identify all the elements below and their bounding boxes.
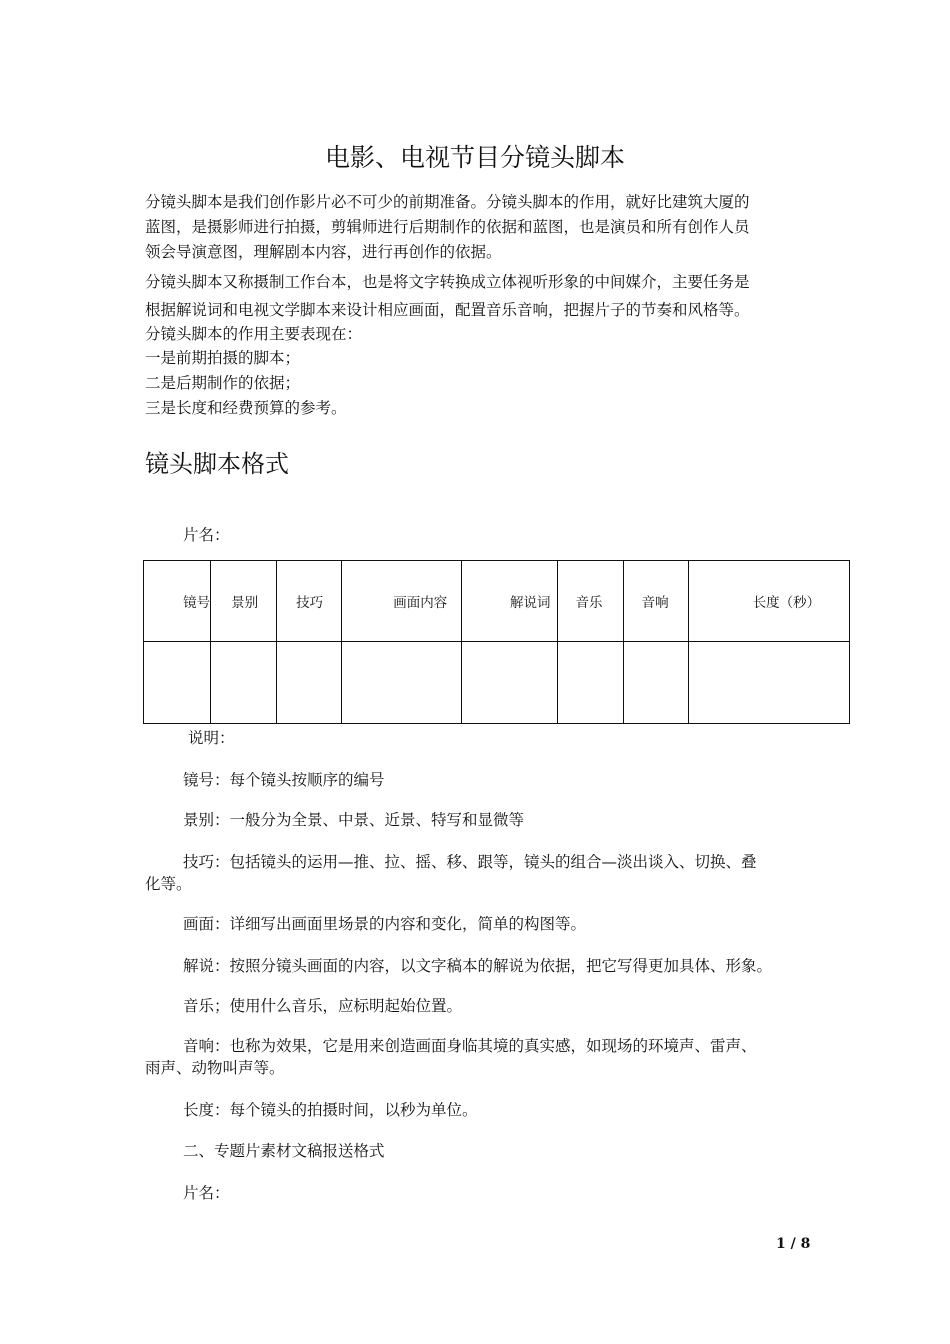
note-technique-cont: 化等。 <box>145 875 192 893</box>
intro-line-9: 三是长度和经费预算的参考。 <box>145 399 347 417</box>
header-length: 长度（秒） <box>688 561 849 642</box>
note-shot-number: 镜号：每个镜头按顺序的编号 <box>183 771 385 789</box>
note-picture: 画面：详细写出画面里场景的内容和变化，简单的构图等。 <box>183 915 587 933</box>
header-narration: 解说词 <box>462 561 557 642</box>
note-sound: 音响：也称为效果，它是用来创造画面身临其境的真实感，如现场的环境声、雷声、 <box>183 1037 757 1055</box>
header-shot-number: 镜号 <box>144 561 211 642</box>
note-sound-cont: 雨声、动物叫声等。 <box>145 1059 285 1077</box>
table-header-row <box>144 561 850 642</box>
table-cell <box>557 642 623 724</box>
intro-line-2: 蓝图，是摄影师进行拍摄，剪辑师进行后期制作的依据和蓝图，也是演员和所有创作人员 <box>145 218 750 236</box>
table-cell <box>688 642 849 724</box>
header-music: 音乐 <box>557 561 623 642</box>
table-cell <box>623 642 688 724</box>
intro-line-6: 分镜头脚本的作用主要表现在： <box>145 325 363 343</box>
table-cell <box>211 642 277 724</box>
header-sound: 音响 <box>623 561 688 642</box>
note-narration: 解说：按照分镜头画面的内容，以文字稿本的解说为依据，把它写得更加具体、形象。 <box>183 957 773 975</box>
header-shot-size: 景别 <box>211 561 277 642</box>
document-title: 电影、电视节目分镜头脚本 <box>324 143 625 172</box>
table-cell <box>277 642 342 724</box>
note-shot-size: 景别：一般分为全景、中景、近景、特写和显微等 <box>183 811 525 829</box>
storyboard-table <box>143 560 850 724</box>
page-number: 1 / 8 <box>776 1236 811 1252</box>
intro-line-3: 领会导演意图，理解剧本内容，进行再创作的依据。 <box>145 243 502 261</box>
intro-line-1: 分镜头脚本是我们创作影片必不可少的前期准备。分镜头脚本的作用，就好比建筑大厦的 <box>145 193 750 211</box>
header-technique: 技巧 <box>277 561 342 642</box>
table-row <box>144 642 850 724</box>
table-cell <box>462 642 557 724</box>
note-technique: 技巧：包括镜头的运用—推、拉、摇、移、跟等，镜头的组合—淡出谈入、切换、叠 <box>183 853 757 871</box>
table-cell <box>144 642 211 724</box>
header-picture-content: 画面内容 <box>342 561 462 642</box>
section2-heading: 二、专题片素材文稿报送格式 <box>183 1142 385 1160</box>
note-music: 音乐；使用什么音乐，应标明起始位置。 <box>183 997 463 1015</box>
table-cell <box>342 642 462 724</box>
intro-line-4: 分镜头脚本又称摄制工作台本，也是将文字转换成立体视听形象的中间媒介，主要任务是 <box>145 273 750 291</box>
intro-line-5: 根据解说词和电视文学脚本来设计相应画面，配置音乐音响，把握片子的节奏和风格等。 <box>145 301 750 319</box>
intro-line-7: 一是前期拍摄的脚本； <box>145 349 301 367</box>
notes-label: 说明： <box>188 729 235 747</box>
intro-line-8: 二是后期制作的依据； <box>145 374 301 392</box>
film-name-label: 片名： <box>183 526 230 544</box>
film-name-label-2: 片名： <box>183 1184 230 1202</box>
section-heading: 镜头脚本格式 <box>145 450 289 478</box>
note-length: 长度：每个镜头的拍摄时间，以秒为单位。 <box>183 1101 478 1119</box>
